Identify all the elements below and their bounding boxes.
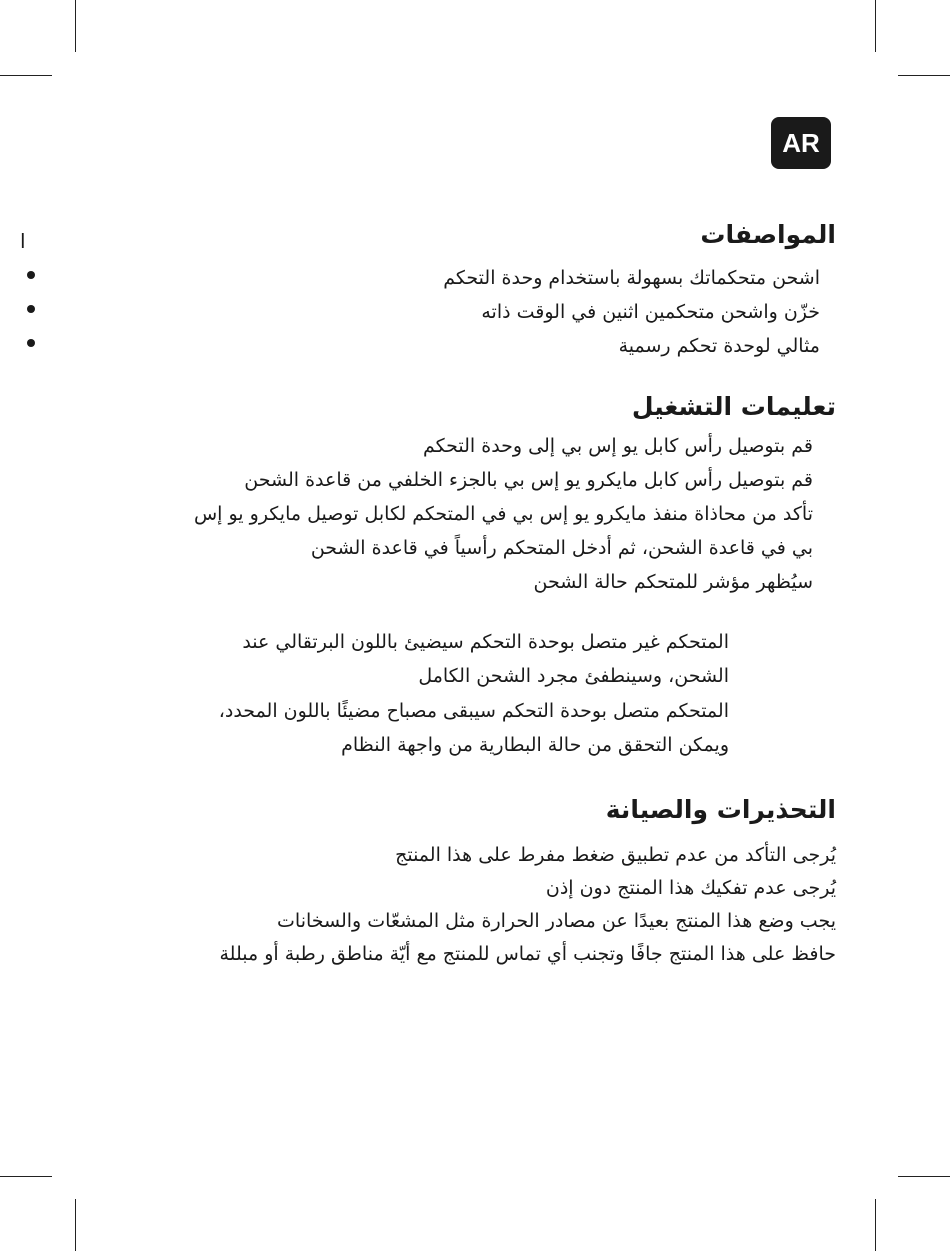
edge-text-fragment: ا (20, 229, 26, 253)
spec-item: مثالي لوحدة تحكم رسمية (618, 335, 820, 357)
status-line: ويمكن التحقق من حالة البطارية من واجهة النظام (341, 734, 729, 756)
instruction-line: قم بتوصيل رأس كابل مايكرو يو إس بي بالجزء الخلفي من قاعدة الشحن (244, 469, 813, 491)
crop-mark (875, 0, 876, 52)
bullet-marker (27, 271, 35, 279)
bullet-marker (27, 305, 35, 313)
crop-mark (0, 1176, 52, 1177)
crop-mark (875, 1199, 876, 1251)
spec-item: اشحن متحكماتك بسهولة باستخدام وحدة التحكم (443, 267, 820, 289)
instruction-line: سيُظهر مؤشر للمتحكم حالة الشحن (533, 571, 813, 593)
crop-mark (75, 1199, 76, 1251)
warning-line: يُرجى التأكد من عدم تطبيق ضغط مفرط على هذا المنتج (395, 844, 836, 866)
status-line: الشحن، وسينطفئ مجرد الشحن الكامل (418, 665, 729, 687)
spec-item: خزّن واشحن متحكمين اثنين في الوقت ذاته (481, 301, 820, 323)
instruction-line: بي في قاعدة الشحن، ثم أدخل المتحكم رأسياً في قاعدة الشحن (310, 537, 813, 559)
warning-line: حافظ على هذا المنتج جافًا وتجنب أي تماس للمنتج مع أيّة مناطق رطبة أو مبللة (219, 943, 836, 965)
crop-mark (75, 0, 76, 52)
instruction-line: تأكد من محاذاة منفذ مايكرو يو إس بي في المتحكم لكابل توصيل مايكرو يو إس (193, 503, 813, 525)
warning-line: يُرجى عدم تفكيك هذا المنتج دون إذن (545, 877, 836, 899)
crop-mark (0, 75, 52, 76)
status-line: المتحكم غير متصل بوحدة التحكم سيضيئ باللون البرتقالي عند (242, 631, 729, 653)
warnings-heading: التحذيرات والصيانة (605, 795, 836, 824)
instruction-line: قم بتوصيل رأس كابل يو إس بي إلى وحدة التحكم (423, 435, 813, 457)
bullet-marker (27, 339, 35, 347)
specs-heading: المواصفات (700, 220, 836, 249)
warning-line: يجب وضع هذا المنتج بعيدًا عن مصادر الحرارة مثل المشعّات والسخانات (277, 910, 836, 932)
crop-mark (898, 75, 950, 76)
crop-mark (898, 1176, 950, 1177)
language-badge: AR (771, 117, 831, 169)
status-line: المتحكم متصل بوحدة التحكم سيبقى مصباح مضيئًا باللون المحدد، (218, 700, 729, 722)
instructions-heading: تعليمات التشغيل (631, 392, 836, 421)
